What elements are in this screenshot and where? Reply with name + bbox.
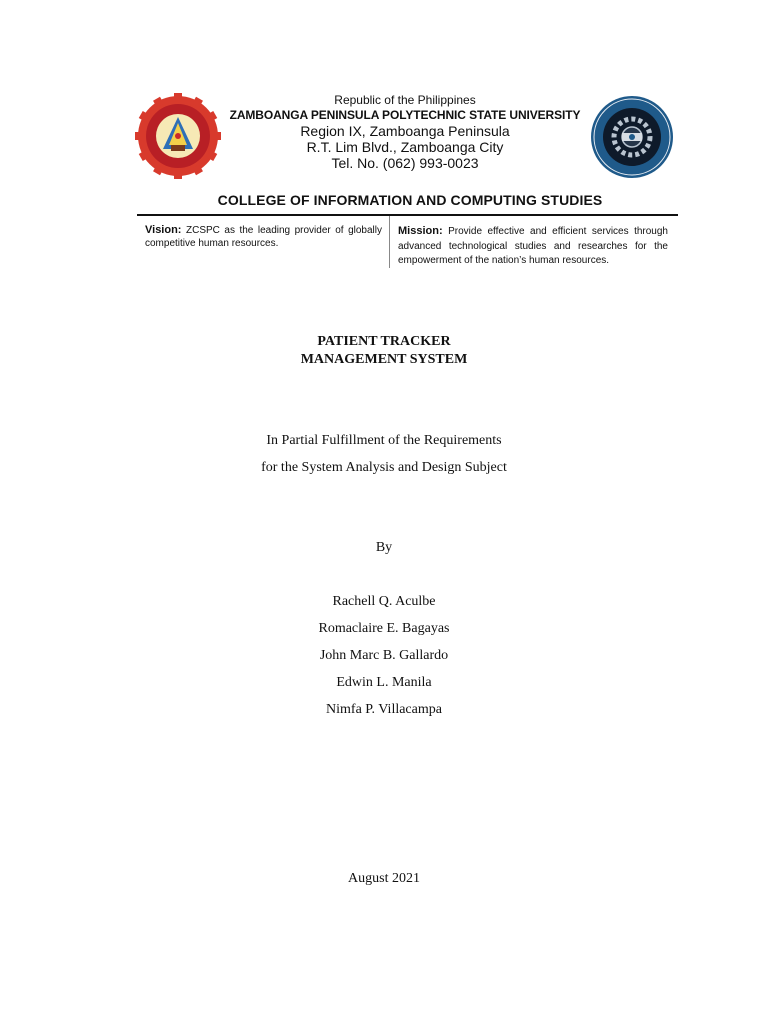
vision-block	[145, 224, 382, 250]
university-name: ZAMBOANGA PENINSULA POLYTECHNIC STATE UNIVERSITY	[229, 108, 581, 122]
tel-text: Tel. No. (062) 993-0023	[331, 155, 479, 171]
purpose-line-1: In Partial Fulfillment of the Requirements	[266, 433, 502, 448]
mission-label: Mission:	[398, 225, 443, 237]
region-text: Region IX, Zamboanga Peninsula	[300, 123, 510, 139]
vision-text: ZCSPC as the leading provider of globally competitive human resources.	[145, 225, 382, 249]
letterhead	[130, 88, 680, 183]
document-title-line-1: PATIENT TRACKER	[317, 334, 451, 349]
mission-text: Provide effective and efficient services through advanced technological studies and researches for the empowerment of the nation’s human resources.	[398, 226, 668, 266]
author-name: Edwin L. Manila	[336, 675, 432, 690]
document-date: August 2021	[348, 871, 420, 886]
address-text: R.T. Lim Blvd., Zamboanga City	[306, 139, 504, 155]
author-name: Nimfa P. Villacampa	[326, 702, 442, 717]
vision-mission-divider	[389, 216, 390, 268]
university-seal-icon	[135, 93, 221, 179]
vision-label: Vision:	[145, 224, 182, 236]
author-name: Rachell Q. Aculbe	[332, 594, 436, 609]
by-label: By	[375, 540, 393, 555]
author-name: John Marc B. Gallardo	[319, 648, 449, 663]
purpose-line-2: for the System Analysis and Design Subject	[261, 460, 507, 475]
document-title-line-2: MANAGEMENT SYSTEM	[300, 352, 468, 367]
letterhead-text	[220, 93, 590, 171]
college-seal-icon	[590, 95, 674, 179]
header-rule	[137, 214, 678, 216]
author-name: Romaclaire E. Bagayas	[318, 621, 450, 636]
college-name: COLLEGE OF INFORMATION AND COMPUTING STUDIES	[217, 192, 603, 208]
republic-text: Republic of the Philippines	[334, 93, 476, 107]
mission-block	[398, 224, 668, 269]
